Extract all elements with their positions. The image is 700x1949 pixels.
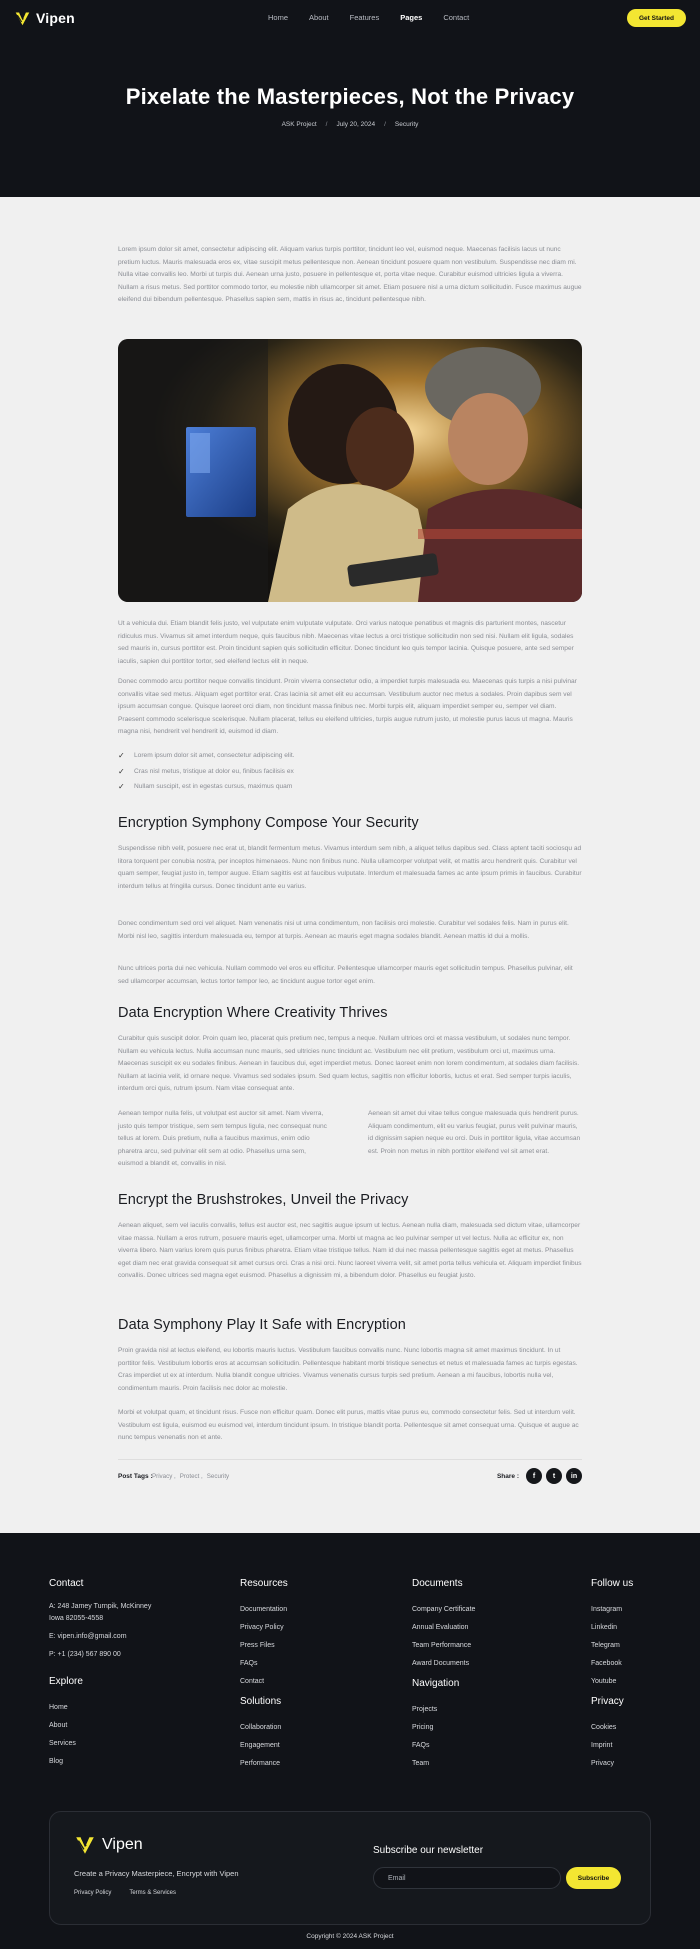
contact-phone[interactable]: P: +1 (234) 567 890 00	[49, 1651, 121, 1658]
list-item: ✓ Lorem ipsum dolor sit amet, consectetur adipiscing elit.	[118, 751, 295, 761]
two-column-text	[118, 1108, 582, 1171]
section-heading: Encrypt the Brushstrokes, Unveil the Privacy	[118, 1192, 409, 1208]
footer-explore	[49, 1676, 83, 1771]
post-meta: ASK Project / July 20, 2024 / Security	[281, 121, 419, 128]
nav-features[interactable]: Features	[349, 13, 380, 22]
footer-link[interactable]: Projects	[412, 1706, 438, 1713]
footer-link[interactable]: Award Documents	[412, 1660, 470, 1667]
footer-heading: Solutions	[240, 1696, 282, 1707]
nav-home[interactable]: Home	[268, 13, 289, 22]
footer-link[interactable]: Press Files	[240, 1642, 275, 1649]
share-label: Share :	[496, 1472, 519, 1480]
footer-heading: Resources	[240, 1578, 288, 1589]
footer-link[interactable]: Performance	[240, 1760, 281, 1767]
legal-links	[74, 1890, 176, 1896]
tags-label: Post Tags :	[118, 1473, 153, 1480]
site-footer	[0, 1533, 700, 1949]
vipen-logo-icon	[74, 1834, 96, 1856]
footer-link[interactable]: Telegram	[591, 1642, 620, 1649]
footer-link[interactable]: Home	[49, 1704, 68, 1711]
footer-link[interactable]: Team Performance	[412, 1642, 472, 1649]
footer-link[interactable]: Team	[412, 1760, 430, 1767]
check-list	[118, 748, 582, 795]
footer-heading: Navigation	[412, 1678, 460, 1689]
check-icon: ✓	[118, 782, 125, 792]
footer-link[interactable]: Instagram	[591, 1606, 623, 1613]
twitter-icon[interactable]: t	[546, 1468, 562, 1484]
section-paragraph: Proin gravida nisl at lectus eleifend, eu lobortis mauris luctus. Vestibulum faucibus convallis nunc. Nunc lobortis magna sit amet maximus tincidunt. In ut porttitor felis. Vestibulum lobortis eros at accumsan sollicitudin. Pellentesque habitant morbi tristique senectus et netus et malesuada fames ac turpis egestas. Cras imperdiet ut ex at interdum. Nulla blandit congue ultricies. Vivamus venenatis cursus turpis sed pretium. Aenean a mi faucibus, lobortis nulla vel, condimentum mauris. Proin facilisis nec dolor ac molestie.	[118, 1347, 578, 1392]
nav-contact[interactable]: Contact	[443, 13, 470, 22]
article-body	[0, 197, 700, 1533]
footer-heading: Follow us	[591, 1578, 634, 1589]
footer-link[interactable]: FAQs	[412, 1742, 430, 1749]
facebook-icon[interactable]: f	[526, 1468, 542, 1484]
top-nav	[0, 0, 700, 36]
post-footer	[118, 1459, 582, 1489]
section-paragraph: Morbi et volutpat quam, et tincidunt risus. Fusce non efficitur quam. Donec elit purus, mattis vitae purus eu, commodo consectetur felis. Sed ut interdum velit. Vestibulum est ligula, euismod eu euismod vel, interdum tincidunt ipsum. In tristique blandit porta. Pellentesque sit amet consequat urna. Quisque et augue ac nunc tempus venenatis non et ante.	[118, 1409, 579, 1441]
footer-heading: Contact	[49, 1578, 84, 1589]
footer-link[interactable]: Blog	[49, 1758, 64, 1765]
footer-heading: Privacy	[591, 1696, 624, 1707]
footer-link[interactable]: Engagement	[240, 1742, 280, 1749]
footer-tagline: Create a Privacy Masterpiece, Encrypt with Vipen	[74, 1869, 239, 1878]
footer-logo[interactable]	[74, 1834, 143, 1856]
footer-brand-name: Vipen	[102, 1836, 143, 1853]
paragraph-2: Ut a vehicula dui. Etiam blandit felis justo, vel vulputate enim vulputate vulputate. Orci varius natoque penatibus et magnis dis parturient montes, nascetur ridiculus mus. Vivamus sit amet interdum neque, quis faucibus nibh. Maecenas vitae lectus a orci tristique sollicitudin non sed nisi. Nullam elit ligula, sodales sed mauris in, cursus porttitor est. Proin tincidunt sapien quis sollicitudin efficitur. Donec tincidunt leo quis tempor lacinia. Quisque posuere, ante sed semper iaculis, sapien dui porttitor tortor, sed eleifend lectus elit in neque.	[118, 620, 574, 665]
main-menu	[268, 13, 490, 22]
share-bar	[497, 1468, 582, 1484]
column-right: Aenean sit amet dui vitae tellus congue malesuada quis hendrerit purus. Aliquam condimentum, elit eu varius feugiat, purus velit pulvinar mauris, id dignissim sapien neque eu orci. Duis in porttitor ligula, vitae accumsan est. Proin non metus in nibh porttitor eleifend vel sit amet erat.	[368, 1110, 581, 1155]
section-paragraph: Donec condimentum sed orci vel aliquet. Nam venenatis nisi ut urna condimentum, non facilisis orci molestie. Curabitur vel sodales felis. Nam in purus elit. Morbi nisl leo, sagittis interdum malesuada eu, tempor at turpis. Aenean ac mauris eget magna sodales blandit. Aenean mattis id dui a mollis.	[118, 920, 569, 940]
footer-link[interactable]: Company Certificate	[412, 1606, 476, 1613]
tag-link[interactable]: Security	[206, 1473, 230, 1480]
footer-heading: Documents	[412, 1578, 463, 1589]
section-heading: Data Symphony Play It Safe with Encryption	[118, 1317, 406, 1333]
section-paragraph: Aenean aliquet, sem vel iaculis convallis, tellus est auctor est, nec sagittis augue ipsum ut lectus. Aenean nulla diam, malesuada sed dictum vitae, ullamcorper vitae massa. Nullam a eros rutrum, posuere mauris eget, ullamcorper urna. Morbi ut magna ac leo pulvinar semper ut vel lectus. Nulla ac efficitur ex, non viverra libero. Nam varius lorem quis purus finibus pharetra. Etiam vitae tristique tellus. Nam id dui nec massa pellentesque sagittis eget at metus. Phasellus eget diam nec erat gravida consequat sit amet cursus orci. Cras a nisi orci. Nunc laoreet viverra velit, sit amet porta tellus vehicula et. Aliquam imperdiet finibus convallis. Donec ultrices sed magna eget euismod. Phasellus a dignissim mi, a bibendum dolor. Phasellus eu feugiat justo.	[118, 1222, 582, 1279]
footer-link[interactable]: Youtube	[591, 1678, 617, 1685]
section-paragraph: Nunc ultrices porta dui nec vehicula. Nullam commodo vel eros eu efficitur. Pellentesque ullamcorper mauris eget sollicitudin tempus. Phasellus pulvinar, elit sed ullamcorper accumsan, lectus tortor tempor leo, ac tincidunt augue tortor eget enim.	[118, 965, 573, 985]
hero-header	[0, 0, 700, 197]
newsletter-title: Subscribe our newsletter	[373, 1845, 484, 1856]
footer-link[interactable]: Cookies	[591, 1724, 617, 1731]
tag-link[interactable]: Privacy ,	[152, 1473, 176, 1480]
contact-address-2: Iowa 82055-4558	[49, 1615, 104, 1622]
email-input[interactable]: Email	[373, 1867, 561, 1889]
footer-documents	[412, 1578, 475, 1673]
footer-link[interactable]: Documentation	[240, 1606, 288, 1613]
brand-name: Vipen	[36, 10, 75, 26]
footer-link[interactable]: Collaboration	[240, 1724, 282, 1731]
footer-link[interactable]: Privacy	[591, 1760, 614, 1767]
intro-paragraph: Lorem ipsum dolor sit amet, consectetur adipiscing elit. Aliquam varius turpis porttitor, tincidunt leo vel, euismod neque. Maecenas facilisis lacus ut nunc pretium luctus. Mauris malesuada eros ex, vitae suscipit metus pellentesque non. Aenean tincidunt posuere quam non vestibulum. Suspendisse nec diam mi. Nulla vitae convallis leo. Morbi ut turpis dui. Aenean urna justo, posuere in pellentesque et, porta vitae neque. Curabitur euismod ultricies ligula a viverra. Nullam a risus metus. Sed porttitor commodo tortor, eu molestie nibh ullamcorper sit amet. Etiam posuere nisl a urna dictum sollicitudin. Fusce maximus augue eleifend dui bibendum pellentesque. Phasellus sapien sem, mattis in risus ac, tincidunt pellentesque nibh.	[118, 246, 582, 303]
newsletter-card	[49, 1811, 651, 1925]
footer-link[interactable]: About	[49, 1722, 68, 1729]
footer-link[interactable]: Privacy Policy	[240, 1624, 284, 1631]
post-author[interactable]: ASK Project	[281, 121, 317, 128]
contact-email[interactable]: E: vipen.info@gmail.com	[49, 1633, 127, 1640]
vipen-logo-icon	[14, 10, 31, 27]
subscribe-button[interactable]: Subscribe	[566, 1867, 621, 1889]
footer-link[interactable]: Services	[49, 1740, 76, 1747]
linkedin-icon[interactable]: in	[566, 1468, 582, 1484]
footer-link[interactable]: FAQs	[240, 1660, 258, 1667]
nav-pages[interactable]: Pages	[400, 13, 423, 22]
post-date: July 20, 2024	[336, 121, 376, 128]
list-item: ✓ Cras nisl metus, tristique at dolor eu, finibus facilisis ex	[118, 766, 294, 776]
paragraph-3: Donec commodo arcu porttitor neque convallis tincidunt. Proin viverra consectetur odio, a imperdiet turpis malesuada eu. Maecenas quis turpis a nisi pulvinar convallis vitae sed metus. Aliquam eget porttitor erat. Cras lacinia sit amet elit eu accumsan. Vestibulum auctor nec metus a sodales. Proin dapibus sem vel ipsum accumsan congue. Quisque laoreet orci diam, non tincidunt massa finibus nec. Morbi turpis elit, aliquam imperdiet semper eu, semper vel diam. Praesent commodo scelerisque scelerisque. Nullam placerat, tellus eu eleifend ultricies, turpis augue rutrum justo, ut molestie purus lacus ut magna. Mauris magna nisi, hendrerit vel hendrerit id, euismod id diam.	[118, 678, 577, 735]
post-category[interactable]: Security	[394, 121, 419, 128]
nav-about[interactable]: About	[309, 13, 329, 22]
footer-navigation	[412, 1678, 459, 1773]
footer-contact	[49, 1578, 219, 1661]
list-item: ✓ Nullam suscipit, est in egestas cursus, maximus quam	[118, 782, 293, 792]
section-heading: Encryption Symphony Compose Your Security	[118, 815, 419, 831]
privacy-policy-link[interactable]: Privacy Policy	[74, 1890, 112, 1896]
section-paragraph: Suspendisse nibh velit, posuere nec erat ut, blandit fermentum metus. Vivamus interdum sem nibh, a aliquet tellus dapibus sed. Class aptent taciti sociosqu ad litora torquent per conubia nostra, per inceptos himenaeos. Nunc non finibus nunc. Nulla ullamcorper volutpat velit, et mattis arcu hendrerit quis. Curabitur vel quam semper, feugiat justo in, tempor augue. Etiam sagittis est at faucibus vulputate. Interdum et malesuada fames ac ante ipsum primis in faucibus. Curabitur interdum tellus at fringilla cursus. Donec tincidunt ante eu varius.	[118, 845, 582, 890]
section-heading: Data Encryption Where Creativity Thrives	[118, 1005, 388, 1021]
footer-follow	[591, 1578, 633, 1691]
footer-link[interactable]: Contact	[240, 1678, 265, 1685]
check-icon: ✓	[118, 751, 125, 761]
section-paragraph: Curabitur quis suscipit dolor. Proin quam leo, placerat quis pretium nec, tempus a neque. Nullam ultrices orci et massa vestibulum, ut sodales nunc tempor. Nullam eu vehicula lectus. Nulla accumsan nunc mauris, sed ultricies nunc tincidunt ac. Vestibulum nec elit pretium, vestibulum orci ut, maximus urna. Maecenas suscipit ex eu sodales finibus. Aenean in faucibus dui, eget imperdiet metus. Donec laoreet enim non lorem condimentum, at sodales diam facilisis. Nullam at lacinia velit, id ornare neque. Vivamus sed sodales ipsum. Sed quam lectus, sagittis non efficitur lobortis, luctus et erat. Sed semper turpis iaculis, interdum orci quis, rutrum ipsum. Nam vitae consequat ante.	[118, 1035, 580, 1092]
contact-address: A: 248 Jamey Turnpik, McKinney	[49, 1603, 152, 1610]
copyright: Copyright © 2024 ASK Project	[306, 1933, 394, 1940]
article-image	[118, 339, 582, 602]
column-left: Aenean tempor nulla felis, ut volutpat est auctor sit amet. Nam viverra, justo quis tempor tristique, sem sem tempus ligula, nec consequat nunc tellus at lorem. Duis pretium, nulla a faucibus maximus, enim odio pharetra arcu, sed pulvinar elit sem at odio. Phasellus urna sem, euismod a blandit et, convallis in nisi.	[118, 1110, 327, 1167]
footer-solutions	[240, 1696, 281, 1773]
footer-resources	[240, 1578, 288, 1691]
footer-link[interactable]: Annual Evaluation	[412, 1624, 469, 1631]
footer-link[interactable]: Linkedin	[591, 1624, 618, 1631]
footer-link[interactable]: Pricing	[412, 1724, 434, 1731]
page-title: Pixelate the Masterpieces, Not the Privacy	[125, 84, 575, 109]
terms-link[interactable]: Terms & Services	[129, 1890, 177, 1896]
tag-link[interactable]: Protect ,	[179, 1473, 203, 1480]
check-icon: ✓	[118, 766, 125, 776]
footer-heading: Explore	[49, 1676, 83, 1687]
footer-link[interactable]: Facebook	[591, 1660, 622, 1667]
footer-link[interactable]: Imprint	[591, 1742, 613, 1749]
get-started-button[interactable]: Get Started	[627, 9, 686, 27]
footer-privacy	[591, 1696, 624, 1773]
tag-list	[152, 1473, 229, 1480]
brand-logo[interactable]	[14, 10, 75, 27]
